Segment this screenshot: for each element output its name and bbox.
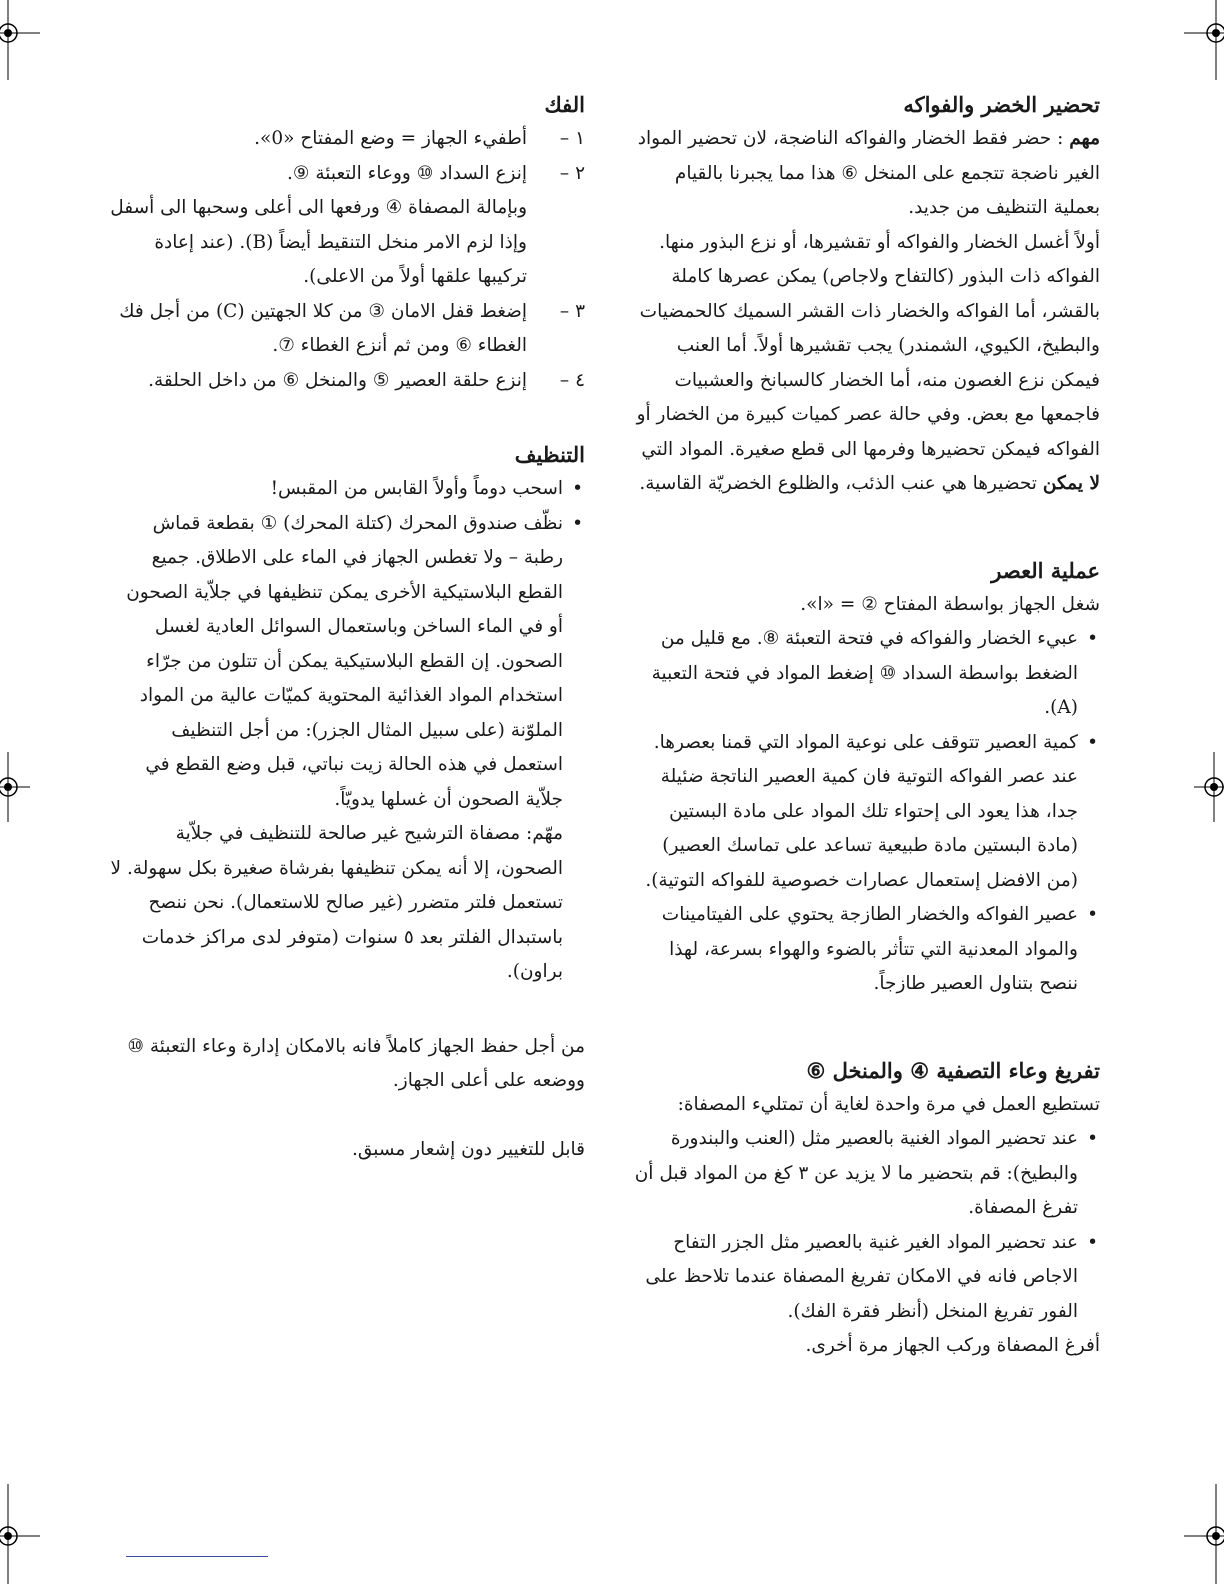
step-number: ٣ – [559,300,585,322]
step-item [110,364,585,399]
list-item: • اسحب دوماً وأولاً القابس من المقبس! [270,478,583,499]
bottom-rule [126,1556,268,1557]
list-item-text: عبيء الخضار والفواكه في فتحة التعبئة ⑧. مع قليل من الضغط بواسطة السداد ⑩ إضغط المواد في فتحة التعبية (A). [651,628,1078,718]
list-item-text: عند تحضير المواد الغير غنية بالعصير مثل الجزر التفاح الاجاص فانه في الامكان تفريغ المصفاة عندما تلاحظ على الفور تفريغ المنخل (أنظر فقرة الفك). [645,1231,1078,1322]
cleaning-list [110,472,585,817]
section-title-cleaning: التنظيف [514,442,585,467]
important-label: مهم [1069,128,1100,149]
preparing-text-end: تحضيرها هي عنب الذئب، والظلوع الخضريّة القاسية. [639,473,1037,494]
step-number: ٢ – [559,162,585,184]
list-item: • كمية العصير تتوقف على نوعية المواد التي قمنا بعصرها. عند عصر الفواكه التوتية فان كمية العصير الناتجة ضئيلة جدا، هذا يعود الى إحتواء تلك المواد على مادة البستين (مادة البستين مادة طبيعية تساعد على تماسك العصير) (من الافضل إستعمال عصارات خصوصية للفواكه التوتية). [645,731,1098,891]
list-item: • عصير الفواكه والخضار الطازجة يحتوي على الفيتامينات والمواد المعدنية التي تتأثر بالضوء والهواء بسرعة، لهذا ننصح بتناول العصير طازجاً. [661,904,1098,994]
section-title-disassembly: الفك [544,92,585,117]
list-item: • عند تحضير المواد الغنية بالعصير مثل (العنب والبندورة والبطيخ): قم بتحضير ما لا يزيد عن ٣ كغ من المواد قبل أن تفرغ المصفاة. [634,1128,1098,1218]
step-number: ١ – [559,128,585,149]
step-item [110,157,585,295]
step-text: أطفيء الجهاز = وضع المفتاح «0». [254,128,527,149]
right-column [630,88,1100,1364]
section-title-emptying: تفريغ وعاء التصفية ④ والمنخل ⑥ [806,1057,1100,1083]
emptying-outro: أفرغ المصفاة وركب الجهاز مرة أخرى. [805,1335,1100,1356]
preparing-paragraph [630,226,1100,502]
step-text: إضغط قفل الامان ③ من كلا الجهتين (C) من أجل فك الغطاء ⑥ ومن ثم أنزع الغطاء ⑦. [119,300,527,356]
registration-mark-right-icon [1184,752,1224,822]
important-text: : حضر فقط الخضار والفواكه الناضجة، لان تحضير المواد الغير ناضجة تتجمع على المنخل ⑥ هذا مما يجبرنا بالقيام بعملية التنظيف من جديد. [637,128,1100,218]
step-number: ٤ – [559,369,585,391]
preparing-text: أولاً أغسل الخضار والفواكه أو تقشيرها، أو نزع البذور منها. الفواكه ذات البذور (كالتفاح ولاجاص) يمكن عصرها كاملة بالقشر، أما الفواكه والخضار ذات القشر السميك كالحمضيات والبطيخ، الكيوي، الشمندر) يجب تقشيرها أولاً. أما العنب فيمكن نزع الغصون منه، أما الخضار كالسبانخ والعشبيات فاجمعها مع بعض. وفي حالة عصر كميات كبيرة من الخضار أو الفواكه فيمكن تحضيرها وفرمها الى قطع صغيرة. المواد التي [636,231,1100,460]
disclaimer: قابل للتغيير دون إشعار مسبق. [351,1138,585,1160]
list-item-text: اسحب دوماً وأولاً القابس من المقبس! [270,478,563,499]
storage-paragraph: من أجل حفظ الجهاز كاملاً فانه بالامكان إدارة وعاء التعبئة ⑩ ووضعه على أعلى الجهاز. [127,1035,585,1091]
juicing-intro: شغل الجهاز بواسطة المفتاح ② = «ا». [800,593,1100,615]
section-title-juicing: عملية العصر [991,557,1100,583]
important-note [630,122,1100,226]
step-text: إنزع حلقة العصير ⑤ والمنخل ⑥ من داخل الحلقة. [148,369,527,391]
registration-mark-left-icon [0,752,40,822]
step-item [110,295,585,364]
list-item: • نظّف صندوق المحرك (كتلة المحرك) ① بقطعة قماش رطبة – ولا تغطس الجهاز في الماء على الاطلاق. جميع القطع البلاستيكية الأخرى يمكن تنظيفها في جلاّية الصحون أو في الماء الساخن وباستعمال السوائل العادية لغسل الصحون. إن القطع البلاستيكية يمكن أن تتلون من جرّاء استخدام المواد الغذائية المحتوية كميّات عالية من المواد الملوّنة (على سبيل المثال الجزر): من أجل التنظيف استعمل في هذه الحالة زيت نباتي، قبل وضع القطع في جلاّية الصحون أن غسلها يدويّاً. [126,512,583,810]
section-title-preparing: تحضير الخضر والفواكه [903,92,1100,117]
emptying-list [630,1122,1100,1329]
step-text: إنزع السداد ⑩ ووعاء التعبئة ⑨. [287,162,527,184]
cannot-emphasis: لا يمكن [1042,473,1100,494]
list-item-text: عصير الفواكه والخضار الطازجة يحتوي على الفيتامينات والمواد المعدنية التي تتأثر بالضوء والهواء بسرعة، لهذا ننصح بتناول العصير طازجاً. [661,904,1078,994]
list-item: • عبيء الخضار والفواكه في فتحة التعبئة ⑧. مع قليل من الضغط بواسطة السداد ⑩ إضغط المواد في فتحة التعبية (A). [651,628,1098,718]
juicing-list [630,622,1100,1002]
crop-mark-top-right-icon [1164,0,1224,80]
list-item-text: نظّف صندوق المحرك (كتلة المحرك) ① بقطعة قماش رطبة – ولا تغطس الجهاز في الماء على الاطلاق. جميع القطع البلاستيكية الأخرى يمكن تنظيفها في جلاّية الصحون أو في الماء الساخن وباستعمال السوائل العادية لغسل الصحون. إن القطع البلاستيكية يمكن أن تتلون من جرّاء استخدام المواد الغذائية المحتوية كميّات عالية من المواد الملوّنة (على سبيل المثال الجزر): من أجل التنظيف استعمل في هذه الحالة زيت نباتي، قبل وضع القطع في جلاّية الصحون أن غسلها يدويّاً. [126,512,563,810]
list-item: • عند تحضير المواد الغير غنية بالعصير مثل الجزر التفاح الاجاص فانه في الامكان تفريغ المصفاة عندما تلاحظ على الفور تفريغ المنخل (أنظر فقرة الفك). [645,1231,1098,1322]
step-item [110,122,585,157]
list-item-text: كمية العصير تتوقف على نوعية المواد التي قمنا بعصرها. عند عصر الفواكه التوتية فان كمية العصير الناتجة ضئيلة جدا، هذا يعود الى إحتواء تلك المواد على مادة البستين (مادة البستين مادة طبيعية تساعد على تماسك العصير) (من الافضل إستعمال عصارات خصوصية للفواكه التوتية). [645,731,1078,891]
crop-mark-bottom-left-icon [0,1484,60,1584]
left-column [110,88,585,1167]
cleaning-important-note: مهّم: مصفاة الترشيح غير صالحة للتنظيف في جلاّية الصحون، إلا أنه يمكن تنظيفها بفرشاة صغيرة بكل سهولة. لا تستعمل فلتر متضرر (غير صالح للاستعمال). نحن ننصح باستبدال الفلتر بعد ٥ سنوات (متوفر لدى مراكز خدمات براون). [110,823,563,982]
emptying-intro: تستطيع العمل في مرة واحدة لغاية أن تمتليء المصفاة: [677,1093,1100,1115]
list-item-text: عند تحضير المواد الغنية بالعصير مثل (العنب والبندورة والبطيخ): قم بتحضير ما لا يزيد عن ٣ كغ من المواد قبل أن تفرغ المصفاة. [634,1128,1078,1218]
crop-mark-top-left-icon [0,0,60,80]
crop-mark-bottom-right-icon [1164,1484,1224,1584]
step-extra-text: وبإمالة المصفاة ④ ورفعها الى أعلى وسحبها الى أسفل وإذا لزم الامر منخل التنقيط أيضاً (B). (عند إعادة تركيبها علقها أولاً من الاعلى). [110,197,527,287]
